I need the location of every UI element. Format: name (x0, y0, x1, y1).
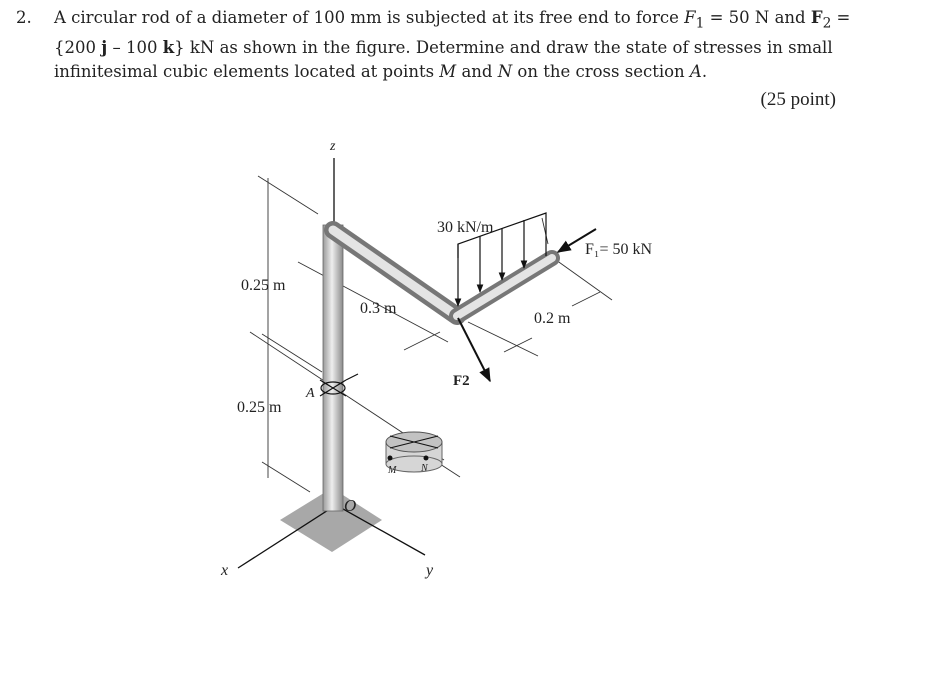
text-seg: = {200 (54, 8, 851, 57)
point-n-symbol: N (497, 62, 513, 82)
point-n-dot (424, 456, 429, 461)
force-f1-symbol: F (684, 8, 696, 27)
points-label: (25 point) (760, 89, 836, 110)
text-seg: = 50 N and (704, 8, 811, 27)
f2-label: F2 (453, 373, 470, 389)
text-seg: . (701, 62, 708, 82)
load-label: 30 kN/m (437, 219, 494, 236)
vertical-rod (323, 225, 343, 511)
point-m-dot (388, 456, 393, 461)
end-rod-highlight (457, 258, 552, 316)
force-f2-symbol: F (810, 8, 823, 27)
text-seg: on the cross section (512, 62, 690, 82)
f2-subscript: 2 (822, 15, 832, 32)
origin-label: O (344, 496, 357, 515)
force-f2-arrow (458, 318, 490, 381)
unit-vector-k: k (162, 37, 175, 57)
section-a-symbol: A (689, 62, 702, 82)
text-seg: and (456, 62, 498, 82)
section-a-label: A (306, 386, 315, 401)
unit-vector-j: j (101, 37, 108, 57)
f1-subscript: 1 (695, 15, 705, 32)
axis-y-label: y (426, 562, 434, 579)
dim-mid-label: 0.3 m (360, 300, 397, 317)
dim-upper-label: 0.25 m (241, 277, 286, 294)
point-m-label: M (388, 465, 397, 476)
problem-number: 2. (16, 8, 32, 27)
text-seg: A circular rod of a diameter of 100 mm is subjected at its free end to force (54, 8, 685, 27)
axis-x-label: x (221, 562, 229, 579)
text-seg: – 100 (107, 37, 163, 57)
point-n-label: N (421, 463, 428, 474)
dim-end-label: 0.2 m (534, 310, 571, 327)
dim-lower-label: 0.25 m (237, 399, 282, 416)
axis-z-label: z (330, 139, 336, 154)
f1-label: F₁= 50 kN (585, 241, 653, 258)
point-m-symbol: M (439, 62, 457, 82)
text-seg: } kN as shown in the figure. Determine and draw the state of stresses in small infinitesimal cubic elements located at points (54, 37, 833, 82)
